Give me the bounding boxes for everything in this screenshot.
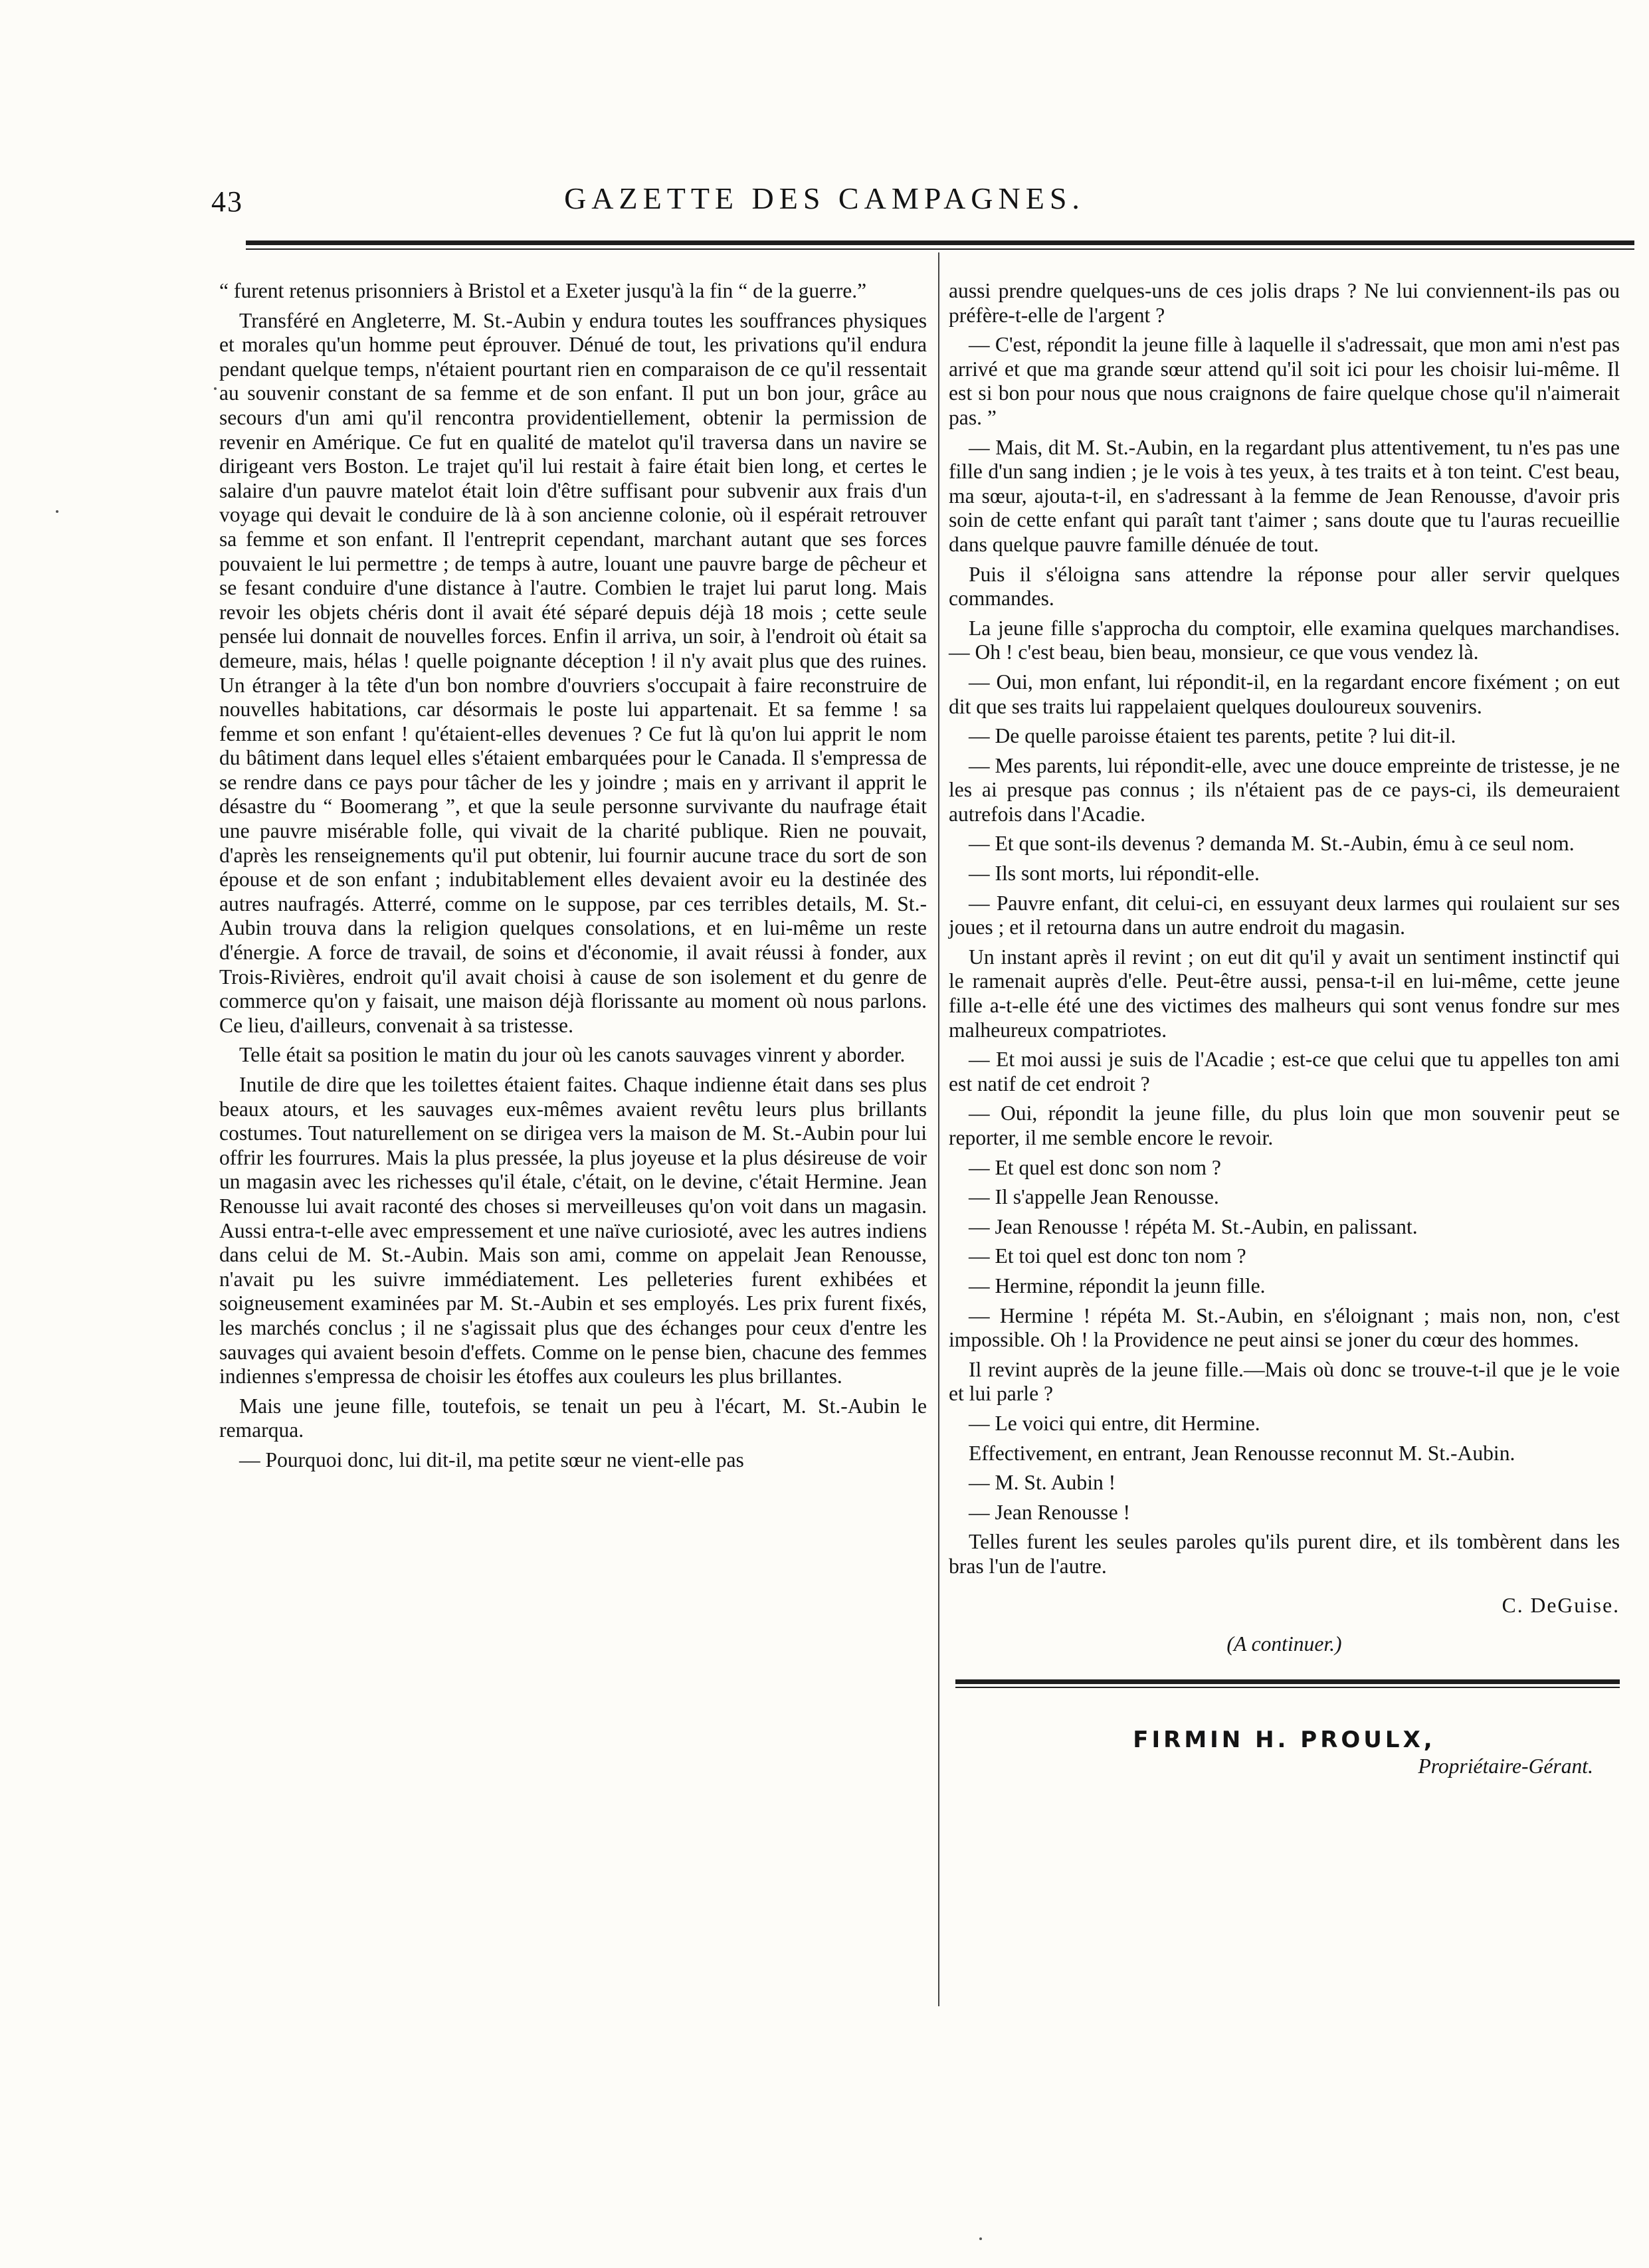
paragraph: — Jean Renousse ! <box>969 1500 1131 1524</box>
header-rule <box>246 240 1634 250</box>
imprint-rule <box>955 1679 1620 1688</box>
paragraph: Telle était sa position le matin du jour où les canots sauvages vinrent y aborder. <box>239 1043 906 1067</box>
paragraph: — Pauvre enfant, dit celui-ci, en essuyant deux larmes qui roulaient sur ses joues ; et il retourna dans un autre endroit du magasin. <box>949 891 1620 939</box>
paragraph: Il revint auprès de la jeune fille.—Mais où donc se trouve-t-il que je le voie et lui parle ? <box>949 1357 1620 1406</box>
paragraph: — Mais, dit M. St.-Aubin, en la regardant plus attentivement, tu n'es pas une fille d'un sang indien ; je le vois à tes yeux, à tes traits et à ton teint. C'est beau, ma sœur, ajouta-t-il, en s'adressant à la femme de Jean Renousse, d'avoir pris soin de cette enfant qui paraît tant t'aimer ; sans doute que tu l'auras recueillie dans quelque pauvre famille dénuée de tout. <box>949 435 1620 556</box>
margin-mark <box>56 510 58 513</box>
paragraph: — C'est, répondit la jeune fille à laquelle il s'adressait, que mon ami n'est pas arrivé et que ma grande sœur attend qu'il soit ici pour les choisir lui-même. Il est si bon pour nous que nous craignons de faire quelque chose qu'il n'aimerait pas. ” <box>949 333 1620 429</box>
paragraph: — Oui, répondit la jeune fille, du plus loin que mon souvenir peut se reporter, il me semble encore le revoir. <box>949 1101 1620 1149</box>
paragraph: Un instant après il revint ; on eut dit qu'il y avait un sentiment instinctif qui le ramenait auprès d'elle. Peut-être aussi, pensa-t-il en lui-même, cette jeune fille a-t-elle été une des victimes des malheurs qui sont venus fondre sur mes malheureux compatriotes. <box>949 945 1620 1042</box>
imprint-role: Propriétaire-Gérant. <box>1418 1754 1593 1778</box>
paragraph: — Ils sont morts, lui répondit-elle. <box>969 862 1260 886</box>
paragraph: “ furent retenus prisonniers à Bristol et a Exeter jusqu'à la fin “ de la guerre.” <box>219 279 867 302</box>
paragraph: — M. St. Aubin ! <box>969 1471 1116 1495</box>
margin-mark <box>214 387 217 390</box>
paragraph: — Et quel est donc son nom ? <box>969 1155 1221 1179</box>
left-column <box>219 279 927 1478</box>
continuation-note: (A continuer.) <box>1226 1632 1342 1656</box>
paragraph: — Pourquoi donc, lui dit-il, ma petite sœur ne vient-elle pas <box>239 1448 744 1471</box>
paragraph: aussi prendre quelques-uns de ces jolis draps ? Ne lui conviennent-ils pas ou préfère-t-elle de l'argent ? <box>949 279 1620 327</box>
paragraph: — Et que sont-ils devenus ? demanda M. St.-Aubin, ému à ce seul nom. <box>969 832 1575 856</box>
paragraph: — Jean Renousse ! répéta M. St.-Aubin, en palissant. <box>969 1214 1418 1238</box>
right-column <box>949 279 1620 1779</box>
paragraph: Transféré en Angleterre, M. St.-Aubin y endura toutes les souffrances physiques et morales qu'un homme peut éprouver. Dénué de tout, les privations qu'il endura pendant quelque temps, n'étaient pourtant rien en comparaison de ce qu'il ressentait au souvenir constant de sa femme et de son enfant. Il put un bon jour, grâce au secours d'un ami qu'il rencontra providentiellement, obtenir la permission de revenir en Amérique. Ce fut en qualité de matelot qu'il traversa dans un navire se dirigeant vers Boston. Le trajet qu'il lui restait à faire était bien long, et certes le salaire d'un pauvre matelot était loin d'être suffisant pour subvenir aux frais d'un voyage qui devait le conduire de là à son ancienne colonie, où il espérait retrouver sa femme et son enfant. Il l'entreprit cependant, marchant autant que ses forces pouvaient le lui permettre ; de temps à autre, louant une pauvre barge de pêcheur et se fesant conduire d'une distance à l'autre. Combien le trajet lui parut long. Mais revoir les objets chéris dont il avait été séparé depuis déjà 18 mois ; cette seule pensée lui donnait de nouvelles forces. Enfin il arriva, un soir, à l'endroit où était sa demeure, mais, hélas ! quelle poignante déception ! il n'y avait plus que des ruines. Un étranger à la tête d'un bon nombre d'ouvriers s'occupait à faire reconstruire de nouvelles habitations, car désormais le poste lui appartenait. Et sa femme ! sa femme et son enfant ! qu'étaient-elles devenues ? Ce fut là qu'on lui apprit le nom du bâtiment dans lequel elles s'étaient embarquées pour le Canada. Il s'empressa de se rendre dans ce pays pour tâcher de les y joindre ; mais en y arrivant il apprit le désastre du “ Boomerang ”, et que la seule personne survivante du naufrage était une pauvre misérable folle, qui vivait de la charité publique. Rien ne pouvait, d'après les renseignements qu'il put obtenir, lui fournir aucune trace du sort de son épouse et de son enfant ; indubitablement elles devaient avoir eu la destinée des autres naufragés. Atterré, comme on le suppose, par ces terribles details, M. St.-Aubin trouva dans la religion quelques consolations, et en lui-même un reste d'énergie. A force de travail, de soins et d'économie, il avait réussi à fonder, aux Trois-Rivières, endroit qu'il avait choisi à cause de son isolement et du genre de commerce qu'on y faisait, une maison déjà florissante au moment où nous parlons. Ce lieu, d'ailleurs, convenait à sa tristesse. <box>219 308 927 1037</box>
paragraph: Puis il s'éloigna sans attendre la réponse pour aller servir quelques commandes. <box>949 562 1620 611</box>
paragraph: — Mes parents, lui répondit-elle, avec une douce empreinte de tristesse, je ne les ai presque pas connus ; ils n'étaient pas de ce pays-ci, ils demeuraient autrefois dans l'Acadie. <box>949 753 1620 826</box>
paragraph: La jeune fille s'approcha du comptoir, elle examina quelques marchandises.— Oh ! c'est beau, bien beau, monsieur, ce que vous vendez là. <box>949 616 1620 664</box>
page-number: 43 <box>211 185 243 218</box>
signature-name: C. DeGuise. <box>1502 1593 1620 1617</box>
paragraph: — Hermine ! répéta M. St.-Aubin, en s'éloignant ; mais non, non, c'est impossible. Oh ! la Providence ne peut ainsi se joner du cœur des hommes. <box>949 1303 1620 1352</box>
paragraph: — Le voici qui entre, dit Hermine. <box>969 1411 1260 1435</box>
paragraph: Mais une jeune fille, toutefois, se tenait un peu à l'écart, M. St.-Aubin le remarqua. <box>219 1394 927 1442</box>
column-divider <box>938 252 939 2006</box>
imprint-name: FIRMIN H. PROULX, <box>1133 1726 1436 1753</box>
paragraph: — Et moi aussi je suis de l'Acadie ; est-ce que celui que tu appelles ton ami est natif de cet endroit ? <box>949 1048 1620 1095</box>
margin-mark <box>979 2237 982 2240</box>
paragraph: Inutile de dire que les toilettes étaient faites. Chaque indienne était dans ses plus beaux atours, et les sauvages eux-mêmes avaient revêtu leurs plus brillants costumes. Tout naturellement on se dirigea vers la maison de M. St.-Aubin pour lui offrir les fourrures. Mais la plus pressée, la plus joyeuse et la plus désireuse de voir un magasin avec les richesses qu'il étale, c'était, on le devine, c'était Hermine. Jean Renousse lui avait raconté des choses si merveilleuses qu'on voit dans un magasin. Aussi entra-t-elle avec empressement et une naïve curiosioté, avec les autres indiens dans celui de M. St.-Aubin. Mais son ami, comme on appelait Jean Renousse, n'avait pu les suivre immédiatement. Les pelleteries furent exhibées et soigneusement examinées par M. St.-Aubin et ses employés. Les prix furent fixés, les marchés conclus ; il ne s'agissait plus que des échanges pour ceux d'entre les sauvages qui avaient besoin d'effets. Comme on le pense bien, chacune des femmes indiennes s'empressa de choisir les étoffes aux couleurs les plus brillantes. <box>219 1073 927 1388</box>
paragraph: — De quelle paroisse étaient tes parents, petite ? lui dit-il. <box>969 724 1456 748</box>
paragraph: Effectivement, en entrant, Jean Renousse reconnut M. St.-Aubin. <box>969 1441 1515 1465</box>
paragraph: — Hermine, répondit la jeunn fille. <box>969 1274 1266 1297</box>
paragraph: — Et toi quel est donc ton nom ? <box>969 1244 1246 1268</box>
paragraph: — Oui, mon enfant, lui répondit-il, en la regardant encore fixément ; on eut dit que ses traits lui rappelaient quelques douloureux souvenirs. <box>949 670 1620 718</box>
paragraph: — Il s'appelle Jean Renousse. <box>969 1185 1219 1209</box>
paragraph: Telles furent les seules paroles qu'ils purent dire, et ils tombèrent dans les bras l'un de l'autre. <box>949 1530 1620 1578</box>
masthead-title: GAZETTE DES CAMPAGNES. <box>564 181 1085 215</box>
